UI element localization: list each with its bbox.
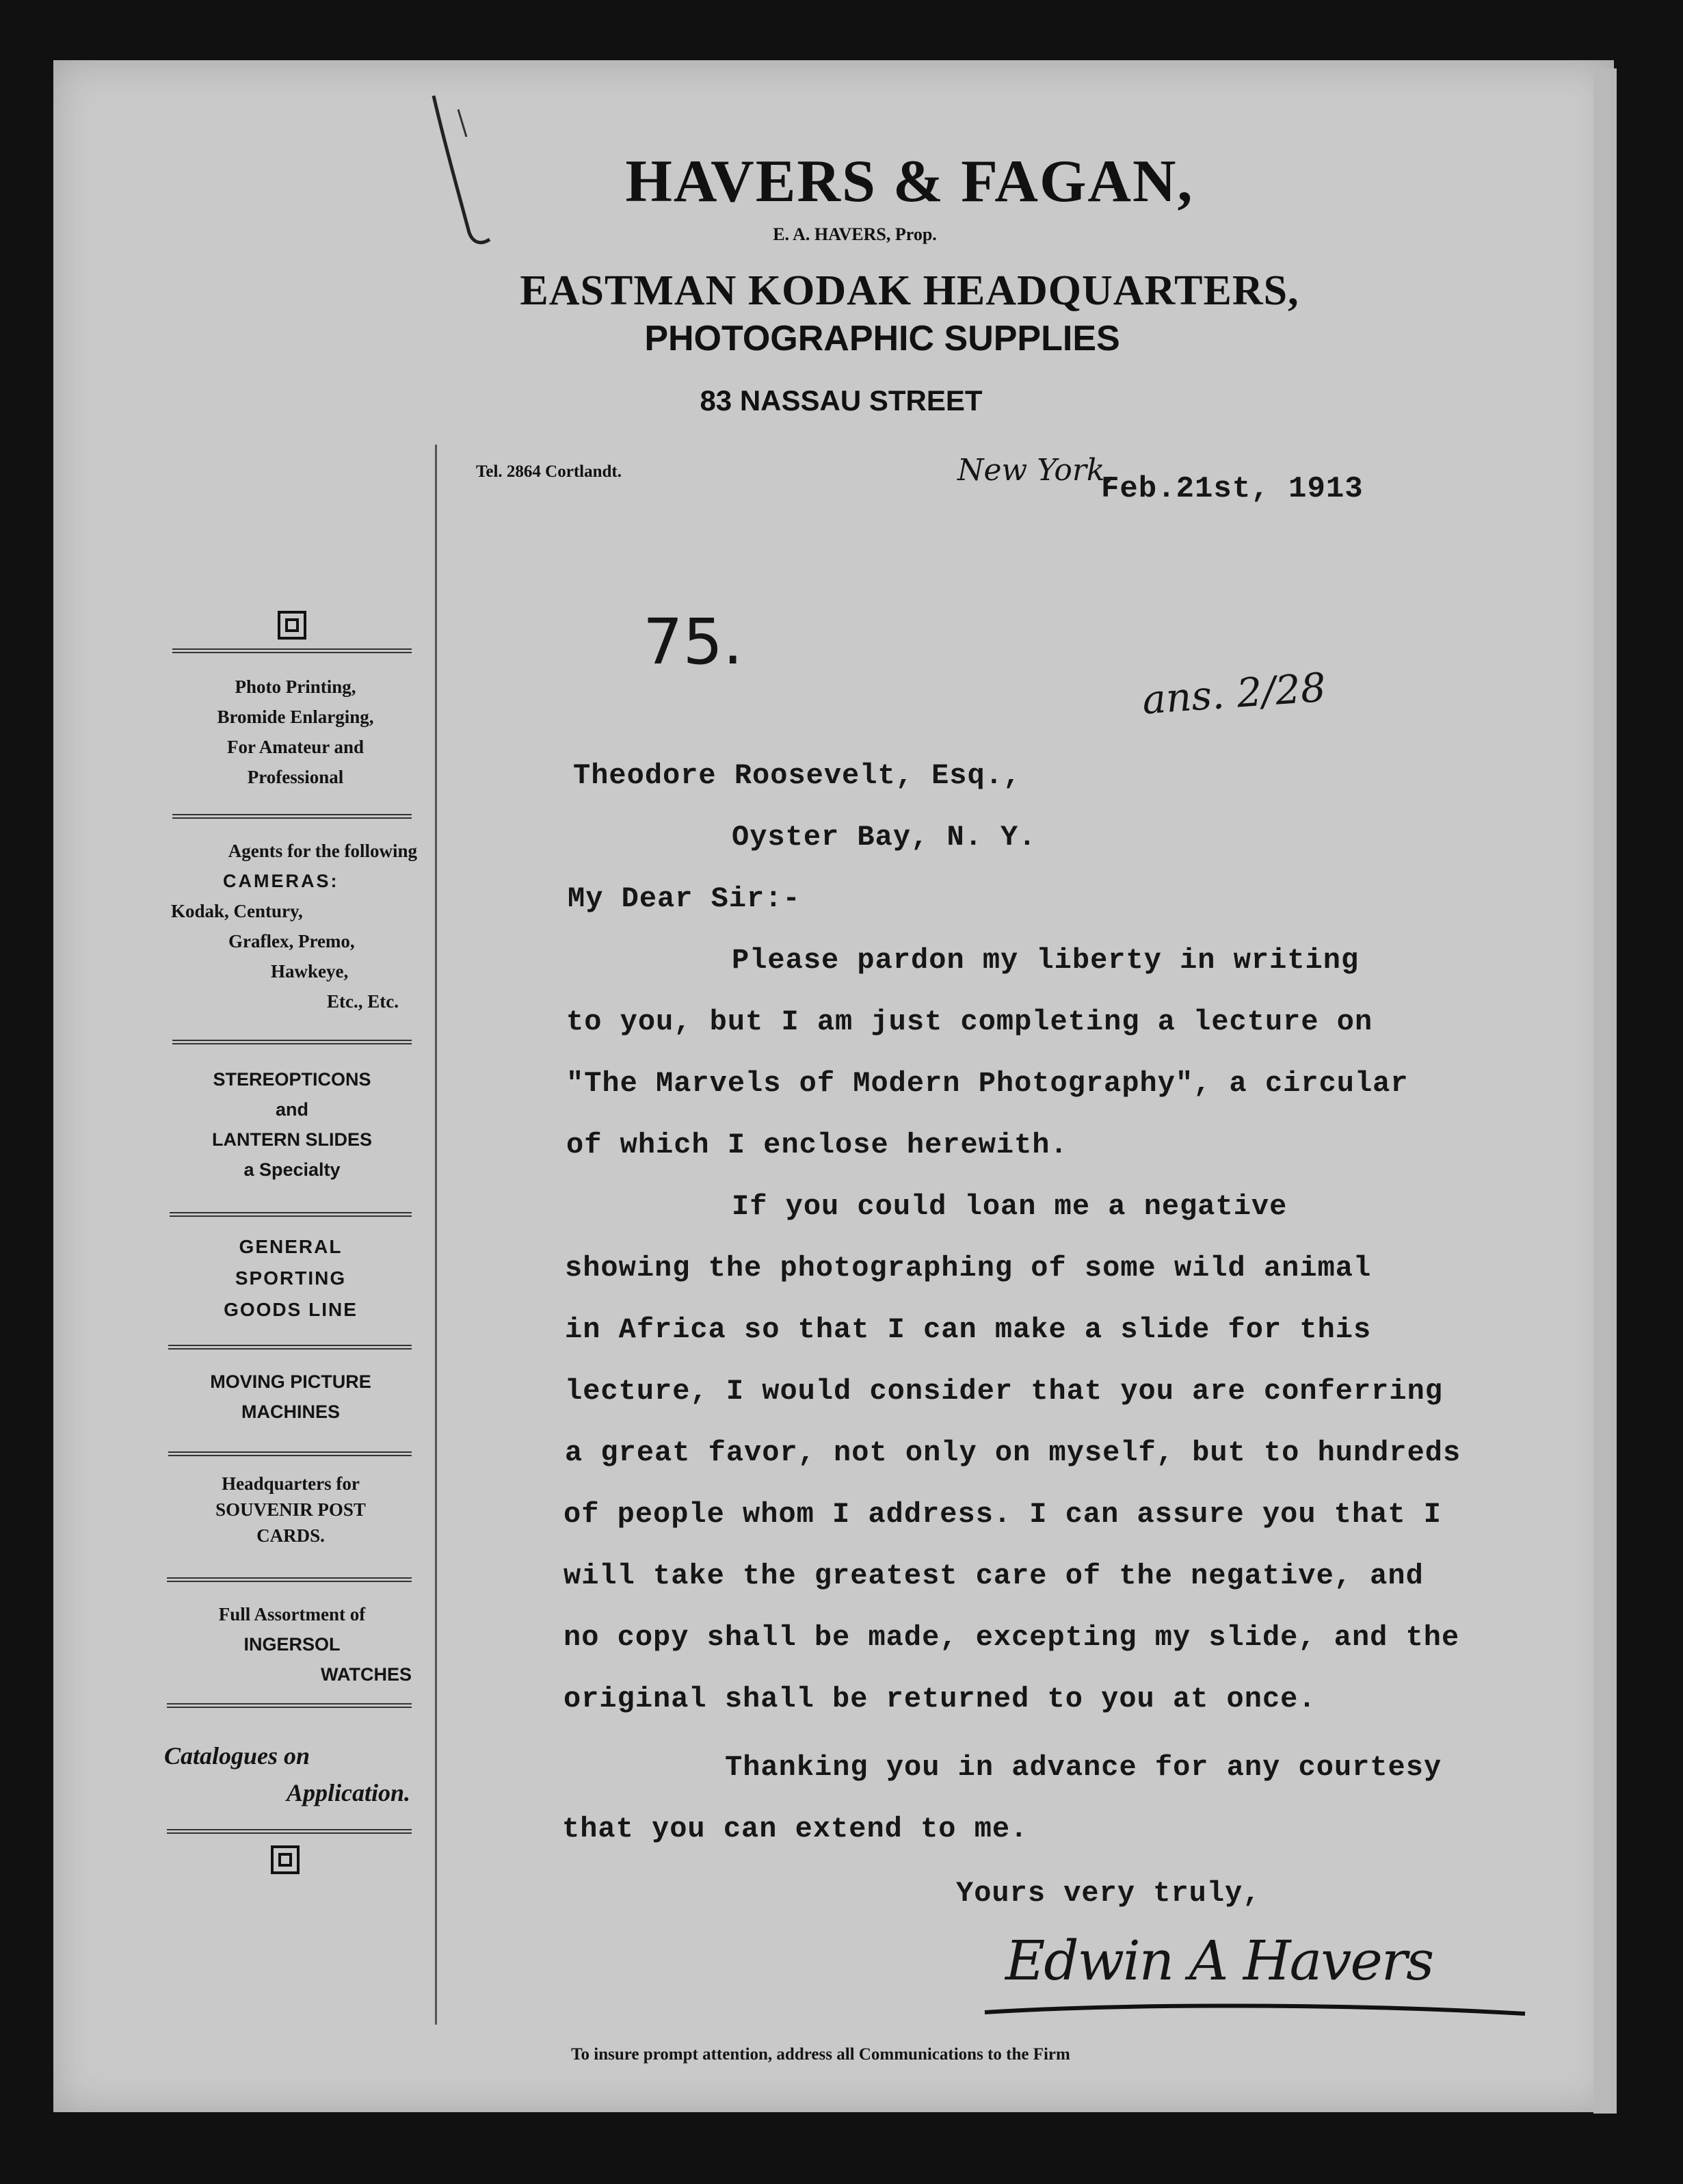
sidebar-line: GENERAL	[239, 1236, 343, 1257]
tagline: EASTMAN KODAK HEADQUARTERS,	[520, 267, 1299, 314]
sidebar-line: INGERSOL	[243, 1634, 341, 1655]
handwritten-annotation: ans. 2/28	[1140, 663, 1327, 724]
sidebar-line: Application.	[286, 1779, 410, 1806]
sidebar-line: Agents for the following	[228, 841, 417, 861]
body-line: of people whom I address. I can assure you that I	[564, 1498, 1442, 1531]
closing: Yours very truly,	[956, 1877, 1261, 1910]
sidebar-rule	[167, 1829, 412, 1834]
sidebar-line: MOVING PICTURE	[210, 1371, 371, 1392]
page-edge	[1593, 68, 1617, 2114]
body-line: of which I enclose herewith.	[566, 1129, 1068, 1161]
body-line: no copy shall be made, excepting my slide, and the	[564, 1621, 1460, 1654]
sidebar-services	[179, 672, 412, 792]
sidebar-line: For Amateur and	[226, 737, 364, 757]
body-line: "The Marvels of Modern Photography", a circular	[566, 1067, 1409, 1100]
sidebar-watches	[172, 1599, 412, 1689]
body-line: in Africa so that I can make a slide for this	[565, 1313, 1372, 1346]
sidebar-line: MACHINES	[241, 1402, 340, 1422]
street-address: 83 NASSAU STREET	[700, 384, 983, 417]
sidebar-line: a Specialty	[243, 1159, 341, 1180]
sidebar-rule	[172, 814, 412, 819]
sidebar-line: Full Assortment of	[218, 1604, 366, 1624]
signature-underline	[978, 1997, 1539, 2025]
sidebar-line: SOUVENIR POST	[215, 1499, 366, 1520]
sidebar-line: Kodak, Century,	[171, 901, 303, 921]
telephone: Tel. 2864 Cortlandt.	[476, 462, 622, 481]
sidebar-stereopticons	[172, 1064, 412, 1185]
body-line: showing the photographing of some wild animal	[565, 1252, 1372, 1285]
sidebar-line: Graflex, Premo,	[228, 931, 355, 951]
sidebar-line: Headquarters for	[222, 1473, 360, 1494]
sidebar-line: CARDS.	[256, 1525, 325, 1546]
sidebar-line: LANTERN SLIDES	[211, 1129, 372, 1150]
sidebar-rule	[172, 648, 412, 653]
sidebar-line: GOODS LINE	[224, 1299, 358, 1320]
sidebar-divider-line	[435, 445, 437, 2025]
sidebar-heading: CAMERAS:	[223, 871, 339, 891]
sidebar-line: SPORTING	[235, 1267, 347, 1289]
sidebar-line: Catalogues on	[164, 1742, 310, 1769]
sidebar-rule	[167, 1703, 412, 1708]
sidebar-line: STEREOPTICONS	[213, 1069, 371, 1090]
sidebar-rule	[172, 1040, 412, 1044]
sidebar-rule	[168, 1345, 412, 1350]
place-printed: New York,	[957, 453, 1115, 488]
letter-date: Feb.21st, 1913	[1101, 472, 1364, 506]
subtitle: PHOTOGRAPHIC SUPPLIES	[644, 319, 1120, 358]
body-line: a great favor, not only on myself, but to hundreds	[565, 1436, 1461, 1469]
body-line: original shall be returned to you at once.	[564, 1683, 1316, 1715]
sidebar-line: Professional	[247, 767, 344, 787]
body-line: Thanking you in advance for any courtesy	[725, 1751, 1442, 1784]
ornament-square-icon	[278, 611, 306, 640]
body-line: Please pardon my liberty in writing	[732, 944, 1360, 977]
sidebar-line: Etc., Etc.	[327, 991, 399, 1012]
sidebar-line: Bromide Enlarging,	[217, 707, 374, 727]
sidebar-rule	[168, 1451, 412, 1456]
sidebar-cameras	[171, 836, 417, 1016]
ornament-square-icon	[271, 1845, 300, 1874]
sidebar-line: WATCHES	[321, 1664, 412, 1685]
body-line: will take the greatest care of the negative, and	[564, 1560, 1424, 1592]
sidebar-moving-pictures	[171, 1367, 410, 1427]
firm-name: HAVERS & FAGAN,	[625, 148, 1194, 215]
addressee-place: Oyster Bay, N. Y.	[732, 821, 1037, 854]
body-line: lecture, I would consider that you are conferring	[565, 1375, 1444, 1408]
reference-number: 75.	[643, 605, 743, 679]
signature: Edwin A Havers	[1005, 1929, 1433, 1992]
sidebar-catalogues	[164, 1737, 410, 1811]
sidebar-line: and	[275, 1099, 308, 1120]
addressee: Theodore Roosevelt, Esq.,	[573, 759, 1022, 792]
footer-note: To insure prompt attention, address all Communications to the Firm	[571, 2045, 1070, 2064]
sidebar-post-cards	[171, 1471, 410, 1549]
body-line: to you, but I am just completing a lecture on	[566, 1005, 1373, 1038]
body-line: If you could loan me a negative	[732, 1190, 1288, 1223]
salutation: My Dear Sir:-	[568, 882, 801, 915]
body-line: that you can extend to me.	[562, 1813, 1029, 1845]
sidebar-sporting-goods	[171, 1231, 410, 1326]
sidebar-line: Hawkeye,	[271, 961, 349, 982]
proprietor: E. A. HAVERS, Prop.	[773, 224, 937, 244]
sidebar-rule	[167, 1577, 412, 1582]
sidebar-line: Photo Printing,	[235, 676, 356, 697]
sidebar-rule	[170, 1212, 412, 1217]
